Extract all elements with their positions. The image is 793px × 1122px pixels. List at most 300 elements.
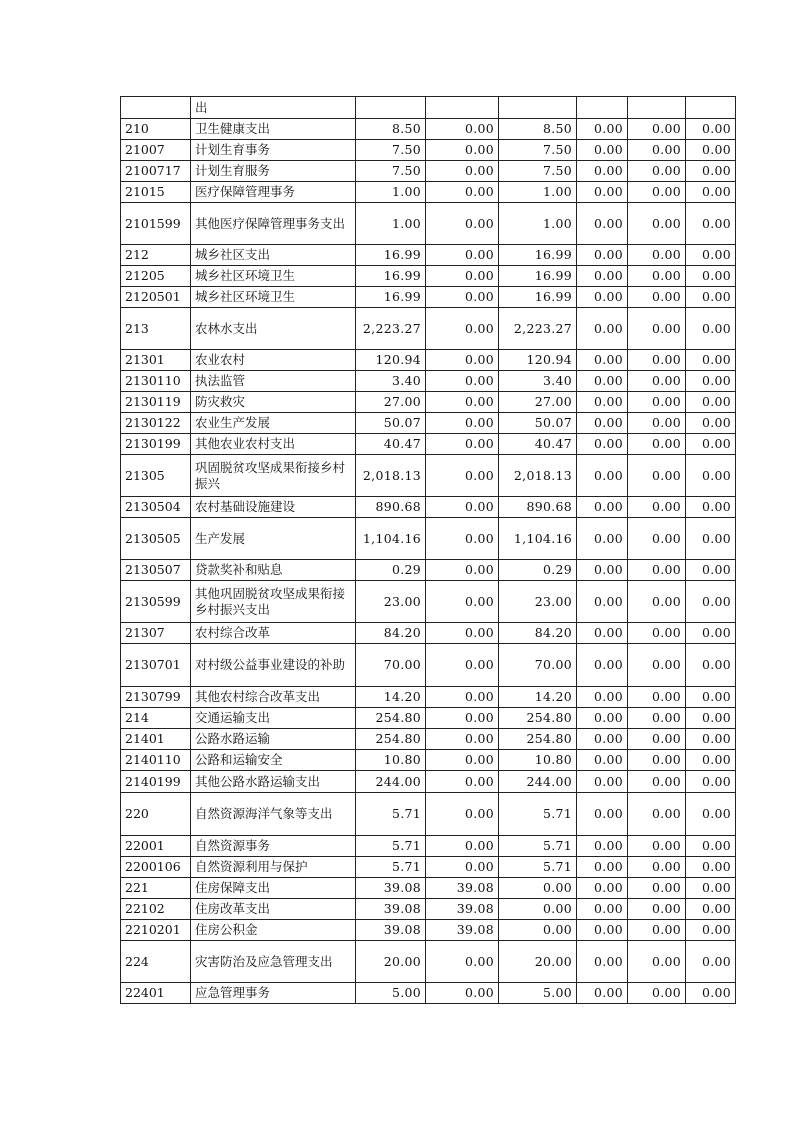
amount-cell: 0.00 bbox=[628, 245, 686, 266]
subject-name-cell: 公路和运输安全 bbox=[191, 750, 356, 771]
amount-cell: 8.50 bbox=[499, 119, 577, 140]
amount-cell: 0.00 bbox=[628, 983, 686, 1004]
amount-cell: 0.00 bbox=[577, 836, 628, 857]
amount-cell: 0.00 bbox=[426, 623, 499, 644]
subject-code-cell: 22001 bbox=[121, 836, 191, 857]
subject-name-cell: 计划生育事务 bbox=[191, 140, 356, 161]
subject-code-cell: 2130701 bbox=[121, 644, 191, 687]
amount-cell: 23.00 bbox=[356, 581, 426, 623]
subject-code-cell: 21007 bbox=[121, 140, 191, 161]
table-body bbox=[121, 97, 736, 1004]
amount-cell: 2,223.27 bbox=[499, 308, 577, 350]
amount-cell: 0.00 bbox=[426, 161, 499, 182]
amount-cell: 0.00 bbox=[628, 878, 686, 899]
amount-cell: 0.00 bbox=[628, 750, 686, 771]
amount-cell: 0.00 bbox=[577, 308, 628, 350]
amount-cell: 0.00 bbox=[686, 350, 736, 371]
amount-cell: 0.00 bbox=[628, 497, 686, 518]
subject-name-cell: 生产发展 bbox=[191, 518, 356, 560]
table-row bbox=[121, 750, 736, 771]
table-row bbox=[121, 793, 736, 836]
amount-cell: 70.00 bbox=[356, 644, 426, 687]
table-row bbox=[121, 899, 736, 920]
subject-name-cell: 城乡社区支出 bbox=[191, 245, 356, 266]
amount-cell bbox=[499, 97, 577, 119]
amount-cell: 84.20 bbox=[499, 623, 577, 644]
amount-cell: 0.00 bbox=[628, 836, 686, 857]
amount-cell: 0.00 bbox=[577, 644, 628, 687]
amount-cell: 0.00 bbox=[686, 392, 736, 413]
amount-cell: 50.07 bbox=[356, 413, 426, 434]
subject-code-cell: 2130199 bbox=[121, 434, 191, 455]
subject-name-cell: 其他医疗保障管理事务支出 bbox=[191, 203, 356, 245]
subject-code-cell: 21205 bbox=[121, 266, 191, 287]
amount-cell: 254.80 bbox=[356, 708, 426, 729]
table-row bbox=[121, 119, 736, 140]
amount-cell: 0.00 bbox=[426, 560, 499, 581]
amount-cell: 0.00 bbox=[426, 140, 499, 161]
table-row bbox=[121, 392, 736, 413]
amount-cell: 0.00 bbox=[686, 560, 736, 581]
amount-cell: 120.94 bbox=[356, 350, 426, 371]
amount-cell: 0.00 bbox=[426, 245, 499, 266]
amount-cell: 0.00 bbox=[686, 308, 736, 350]
amount-cell: 244.00 bbox=[499, 771, 577, 793]
amount-cell: 0.00 bbox=[686, 750, 736, 771]
subject-code-cell: 212 bbox=[121, 245, 191, 266]
amount-cell: 0.00 bbox=[686, 203, 736, 245]
amount-cell: 0.00 bbox=[577, 161, 628, 182]
amount-cell: 0.00 bbox=[628, 413, 686, 434]
subject-code-cell: 2130122 bbox=[121, 413, 191, 434]
table-row bbox=[121, 518, 736, 560]
amount-cell: 5.71 bbox=[499, 836, 577, 857]
amount-cell: 1.00 bbox=[356, 182, 426, 203]
budget-expenditure-table bbox=[120, 96, 736, 1004]
amount-cell: 0.00 bbox=[577, 140, 628, 161]
amount-cell: 39.08 bbox=[356, 878, 426, 899]
table-row bbox=[121, 182, 736, 203]
amount-cell: 0.00 bbox=[628, 793, 686, 836]
amount-cell: 0.00 bbox=[577, 287, 628, 308]
amount-cell: 0.00 bbox=[686, 518, 736, 560]
amount-cell: 0.00 bbox=[426, 350, 499, 371]
subject-code-cell: 21307 bbox=[121, 623, 191, 644]
subject-name-cell: 交通运输支出 bbox=[191, 708, 356, 729]
subject-code-cell: 2210201 bbox=[121, 920, 191, 941]
subject-name-cell: 卫生健康支出 bbox=[191, 119, 356, 140]
amount-cell: 244.00 bbox=[356, 771, 426, 793]
subject-name-cell: 自然资源海洋气象等支出 bbox=[191, 793, 356, 836]
subject-name-cell: 农林水支出 bbox=[191, 308, 356, 350]
table-row bbox=[121, 371, 736, 392]
subject-name-cell: 住房保障支出 bbox=[191, 878, 356, 899]
subject-name-cell: 出 bbox=[191, 97, 356, 119]
amount-cell: 0.00 bbox=[686, 899, 736, 920]
amount-cell: 0.00 bbox=[628, 581, 686, 623]
subject-name-cell: 其他巩固脱贫攻坚成果衔接乡村振兴支出 bbox=[191, 581, 356, 623]
subject-name-cell: 城乡社区环境卫生 bbox=[191, 266, 356, 287]
amount-cell: 0.00 bbox=[426, 371, 499, 392]
subject-code-cell: 2100717 bbox=[121, 161, 191, 182]
table-row bbox=[121, 140, 736, 161]
amount-cell: 7.50 bbox=[356, 161, 426, 182]
amount-cell: 0.00 bbox=[577, 793, 628, 836]
amount-cell: 0.00 bbox=[426, 266, 499, 287]
amount-cell: 0.00 bbox=[577, 497, 628, 518]
amount-cell: 0.00 bbox=[628, 644, 686, 687]
subject-name-cell: 贷款奖补和贴息 bbox=[191, 560, 356, 581]
subject-code-cell: 2130507 bbox=[121, 560, 191, 581]
amount-cell: 254.80 bbox=[356, 729, 426, 750]
subject-name-cell: 农业生产发展 bbox=[191, 413, 356, 434]
subject-code-cell: 22102 bbox=[121, 899, 191, 920]
amount-cell: 0.00 bbox=[686, 687, 736, 708]
amount-cell: 39.08 bbox=[426, 920, 499, 941]
amount-cell: 0.00 bbox=[426, 729, 499, 750]
amount-cell: 890.68 bbox=[356, 497, 426, 518]
amount-cell: 0.00 bbox=[628, 455, 686, 497]
amount-cell: 0.00 bbox=[628, 371, 686, 392]
amount-cell: 0.00 bbox=[628, 623, 686, 644]
amount-cell: 0.00 bbox=[686, 434, 736, 455]
amount-cell: 0.00 bbox=[426, 793, 499, 836]
subject-name-cell: 自然资源事务 bbox=[191, 836, 356, 857]
table-row bbox=[121, 771, 736, 793]
table-row bbox=[121, 687, 736, 708]
amount-cell: 5.71 bbox=[356, 836, 426, 857]
table-row bbox=[121, 455, 736, 497]
table-row bbox=[121, 644, 736, 687]
amount-cell: 0.00 bbox=[426, 771, 499, 793]
amount-cell: 16.99 bbox=[499, 287, 577, 308]
amount-cell: 0.00 bbox=[628, 920, 686, 941]
amount-cell: 39.08 bbox=[356, 920, 426, 941]
table-row bbox=[121, 729, 736, 750]
amount-cell: 0.00 bbox=[577, 119, 628, 140]
amount-cell: 16.99 bbox=[356, 266, 426, 287]
amount-cell: 0.00 bbox=[577, 182, 628, 203]
amount-cell: 0.29 bbox=[499, 560, 577, 581]
amount-cell: 0.00 bbox=[628, 899, 686, 920]
amount-cell: 0.00 bbox=[426, 392, 499, 413]
amount-cell: 16.99 bbox=[499, 266, 577, 287]
subject-name-cell: 应急管理事务 bbox=[191, 983, 356, 1004]
amount-cell: 0.00 bbox=[628, 182, 686, 203]
amount-cell: 0.00 bbox=[426, 750, 499, 771]
amount-cell bbox=[577, 97, 628, 119]
amount-cell bbox=[426, 97, 499, 119]
amount-cell: 0.00 bbox=[686, 878, 736, 899]
amount-cell: 0.00 bbox=[628, 729, 686, 750]
amount-cell: 20.00 bbox=[356, 941, 426, 983]
subject-name-cell: 计划生育服务 bbox=[191, 161, 356, 182]
table-row bbox=[121, 350, 736, 371]
amount-cell: 3.40 bbox=[356, 371, 426, 392]
amount-cell: 0.00 bbox=[577, 581, 628, 623]
amount-cell: 27.00 bbox=[499, 392, 577, 413]
amount-cell: 14.20 bbox=[499, 687, 577, 708]
subject-code-cell: 2130504 bbox=[121, 497, 191, 518]
subject-name-cell: 医疗保障管理事务 bbox=[191, 182, 356, 203]
amount-cell: 0.00 bbox=[628, 140, 686, 161]
amount-cell: 0.00 bbox=[686, 729, 736, 750]
amount-cell: 0.00 bbox=[577, 245, 628, 266]
amount-cell: 5.71 bbox=[499, 793, 577, 836]
subject-code-cell: 224 bbox=[121, 941, 191, 983]
table-row bbox=[121, 560, 736, 581]
amount-cell: 0.00 bbox=[426, 287, 499, 308]
amount-cell: 0.00 bbox=[628, 287, 686, 308]
amount-cell: 20.00 bbox=[499, 941, 577, 983]
amount-cell: 5.71 bbox=[499, 857, 577, 878]
table-row bbox=[121, 308, 736, 350]
amount-cell: 0.00 bbox=[686, 371, 736, 392]
subject-name-cell: 其他农村综合改革支出 bbox=[191, 687, 356, 708]
amount-cell: 0.00 bbox=[686, 836, 736, 857]
amount-cell: 40.47 bbox=[356, 434, 426, 455]
amount-cell: 0.00 bbox=[686, 497, 736, 518]
amount-cell: 0.00 bbox=[686, 182, 736, 203]
amount-cell: 0.00 bbox=[577, 455, 628, 497]
amount-cell: 0.00 bbox=[577, 941, 628, 983]
amount-cell: 0.00 bbox=[577, 413, 628, 434]
amount-cell: 0.00 bbox=[628, 518, 686, 560]
table-row bbox=[121, 623, 736, 644]
amount-cell: 0.00 bbox=[686, 771, 736, 793]
amount-cell: 0.00 bbox=[686, 119, 736, 140]
amount-cell: 0.00 bbox=[426, 518, 499, 560]
amount-cell: 70.00 bbox=[499, 644, 577, 687]
amount-cell: 0.00 bbox=[628, 434, 686, 455]
amount-cell: 27.00 bbox=[356, 392, 426, 413]
amount-cell: 5.71 bbox=[356, 793, 426, 836]
amount-cell: 0.00 bbox=[686, 266, 736, 287]
table-row bbox=[121, 97, 736, 119]
subject-code-cell: 220 bbox=[121, 793, 191, 836]
amount-cell: 0.00 bbox=[577, 899, 628, 920]
amount-cell: 0.00 bbox=[628, 203, 686, 245]
amount-cell: 0.00 bbox=[499, 899, 577, 920]
table-row bbox=[121, 581, 736, 623]
table-row bbox=[121, 287, 736, 308]
amount-cell: 10.80 bbox=[499, 750, 577, 771]
amount-cell: 0.00 bbox=[426, 308, 499, 350]
amount-cell: 0.00 bbox=[577, 434, 628, 455]
amount-cell: 0.00 bbox=[628, 560, 686, 581]
amount-cell: 0.00 bbox=[577, 750, 628, 771]
amount-cell: 16.99 bbox=[499, 245, 577, 266]
table-row bbox=[121, 434, 736, 455]
amount-cell: 254.80 bbox=[499, 729, 577, 750]
amount-cell: 0.00 bbox=[426, 983, 499, 1004]
subject-name-cell: 灾害防治及应急管理支出 bbox=[191, 941, 356, 983]
amount-cell: 8.50 bbox=[356, 119, 426, 140]
amount-cell: 0.00 bbox=[577, 350, 628, 371]
amount-cell: 0.00 bbox=[628, 266, 686, 287]
amount-cell: 0.00 bbox=[686, 245, 736, 266]
amount-cell: 0.00 bbox=[628, 392, 686, 413]
amount-cell: 0.00 bbox=[426, 941, 499, 983]
amount-cell: 50.07 bbox=[499, 413, 577, 434]
subject-code-cell: 2130799 bbox=[121, 687, 191, 708]
amount-cell: 0.00 bbox=[577, 623, 628, 644]
subject-name-cell: 执法监管 bbox=[191, 371, 356, 392]
subject-code-cell: 214 bbox=[121, 708, 191, 729]
table-row bbox=[121, 203, 736, 245]
amount-cell: 0.00 bbox=[686, 623, 736, 644]
amount-cell: 0.00 bbox=[628, 119, 686, 140]
amount-cell: 0.00 bbox=[426, 687, 499, 708]
amount-cell: 0.00 bbox=[628, 941, 686, 983]
amount-cell: 1.00 bbox=[356, 203, 426, 245]
amount-cell: 0.00 bbox=[426, 836, 499, 857]
subject-code-cell: 21015 bbox=[121, 182, 191, 203]
subject-name-cell: 自然资源利用与保护 bbox=[191, 857, 356, 878]
table-row bbox=[121, 266, 736, 287]
amount-cell: 84.20 bbox=[356, 623, 426, 644]
amount-cell: 0.00 bbox=[577, 983, 628, 1004]
amount-cell: 7.50 bbox=[356, 140, 426, 161]
amount-cell: 5.00 bbox=[356, 983, 426, 1004]
amount-cell: 0.00 bbox=[577, 687, 628, 708]
subject-name-cell: 农村基础设施建设 bbox=[191, 497, 356, 518]
amount-cell: 0.00 bbox=[628, 687, 686, 708]
amount-cell: 0.00 bbox=[686, 161, 736, 182]
amount-cell: 39.08 bbox=[356, 899, 426, 920]
amount-cell: 23.00 bbox=[499, 581, 577, 623]
subject-name-cell: 农村综合改革 bbox=[191, 623, 356, 644]
amount-cell: 0.00 bbox=[686, 793, 736, 836]
amount-cell: 5.71 bbox=[356, 857, 426, 878]
subject-code-cell: 2130110 bbox=[121, 371, 191, 392]
table-row bbox=[121, 920, 736, 941]
amount-cell: 0.00 bbox=[426, 119, 499, 140]
amount-cell: 40.47 bbox=[499, 434, 577, 455]
subject-code-cell: 210 bbox=[121, 119, 191, 140]
amount-cell: 16.99 bbox=[356, 287, 426, 308]
amount-cell: 16.99 bbox=[356, 245, 426, 266]
amount-cell: 2,018.13 bbox=[499, 455, 577, 497]
subject-name-cell: 其他农业农村支出 bbox=[191, 434, 356, 455]
amount-cell: 0.00 bbox=[577, 560, 628, 581]
amount-cell: 0.00 bbox=[426, 434, 499, 455]
amount-cell: 0.00 bbox=[577, 857, 628, 878]
subject-name-cell: 农业农村 bbox=[191, 350, 356, 371]
amount-cell: 0.00 bbox=[426, 497, 499, 518]
amount-cell: 0.00 bbox=[577, 729, 628, 750]
table-row bbox=[121, 161, 736, 182]
amount-cell: 1,104.16 bbox=[356, 518, 426, 560]
amount-cell: 0.00 bbox=[628, 771, 686, 793]
amount-cell bbox=[356, 97, 426, 119]
amount-cell: 0.00 bbox=[577, 392, 628, 413]
amount-cell: 0.00 bbox=[577, 771, 628, 793]
amount-cell: 0.00 bbox=[628, 308, 686, 350]
subject-code-cell: 21401 bbox=[121, 729, 191, 750]
table-row bbox=[121, 857, 736, 878]
subject-code-cell: 2140199 bbox=[121, 771, 191, 793]
amount-cell: 0.00 bbox=[426, 182, 499, 203]
subject-name-cell: 巩固脱贫攻坚成果衔接乡村振兴 bbox=[191, 455, 356, 497]
subject-name-cell: 公路水路运输 bbox=[191, 729, 356, 750]
amount-cell: 14.20 bbox=[356, 687, 426, 708]
amount-cell: 120.94 bbox=[499, 350, 577, 371]
amount-cell: 0.00 bbox=[686, 413, 736, 434]
subject-code-cell: 22401 bbox=[121, 983, 191, 1004]
subject-code-cell: 2200106 bbox=[121, 857, 191, 878]
amount-cell: 0.00 bbox=[686, 983, 736, 1004]
amount-cell: 1.00 bbox=[499, 182, 577, 203]
subject-code-cell: 2130119 bbox=[121, 392, 191, 413]
amount-cell: 0.29 bbox=[356, 560, 426, 581]
amount-cell: 2,018.13 bbox=[356, 455, 426, 497]
table-row bbox=[121, 983, 736, 1004]
amount-cell: 0.00 bbox=[426, 644, 499, 687]
amount-cell: 0.00 bbox=[686, 941, 736, 983]
amount-cell: 0.00 bbox=[686, 581, 736, 623]
amount-cell: 0.00 bbox=[426, 455, 499, 497]
table-row bbox=[121, 245, 736, 266]
table-row bbox=[121, 878, 736, 899]
table-row bbox=[121, 941, 736, 983]
amount-cell: 0.00 bbox=[426, 581, 499, 623]
amount-cell: 0.00 bbox=[686, 920, 736, 941]
amount-cell: 254.80 bbox=[499, 708, 577, 729]
amount-cell: 0.00 bbox=[686, 455, 736, 497]
amount-cell: 39.08 bbox=[426, 899, 499, 920]
subject-name-cell: 住房公积金 bbox=[191, 920, 356, 941]
subject-code-cell: 21305 bbox=[121, 455, 191, 497]
amount-cell: 0.00 bbox=[426, 708, 499, 729]
subject-code-cell: 2130599 bbox=[121, 581, 191, 623]
amount-cell: 0.00 bbox=[577, 878, 628, 899]
amount-cell: 0.00 bbox=[686, 708, 736, 729]
amount-cell: 1,104.16 bbox=[499, 518, 577, 560]
subject-name-cell: 其他公路水路运输支出 bbox=[191, 771, 356, 793]
amount-cell: 0.00 bbox=[577, 920, 628, 941]
amount-cell: 0.00 bbox=[628, 708, 686, 729]
subject-code-cell: 2120501 bbox=[121, 287, 191, 308]
subject-name-cell: 防灾救灾 bbox=[191, 392, 356, 413]
subject-name-cell: 住房改革支出 bbox=[191, 899, 356, 920]
subject-code-cell bbox=[121, 97, 191, 119]
amount-cell: 3.40 bbox=[499, 371, 577, 392]
subject-code-cell: 2130505 bbox=[121, 518, 191, 560]
amount-cell: 0.00 bbox=[686, 644, 736, 687]
amount-cell: 39.08 bbox=[426, 878, 499, 899]
table-row bbox=[121, 413, 736, 434]
amount-cell: 7.50 bbox=[499, 161, 577, 182]
table-row bbox=[121, 708, 736, 729]
subject-code-cell: 2101599 bbox=[121, 203, 191, 245]
amount-cell: 0.00 bbox=[577, 203, 628, 245]
amount-cell: 0.00 bbox=[499, 878, 577, 899]
amount-cell: 2,223.27 bbox=[356, 308, 426, 350]
amount-cell bbox=[628, 97, 686, 119]
amount-cell: 0.00 bbox=[686, 287, 736, 308]
subject-code-cell: 2140110 bbox=[121, 750, 191, 771]
amount-cell: 0.00 bbox=[426, 857, 499, 878]
amount-cell: 0.00 bbox=[499, 920, 577, 941]
amount-cell: 5.00 bbox=[499, 983, 577, 1004]
amount-cell: 0.00 bbox=[426, 203, 499, 245]
amount-cell: 890.68 bbox=[499, 497, 577, 518]
subject-code-cell: 21301 bbox=[121, 350, 191, 371]
amount-cell: 0.00 bbox=[686, 857, 736, 878]
amount-cell: 7.50 bbox=[499, 140, 577, 161]
amount-cell: 0.00 bbox=[628, 350, 686, 371]
